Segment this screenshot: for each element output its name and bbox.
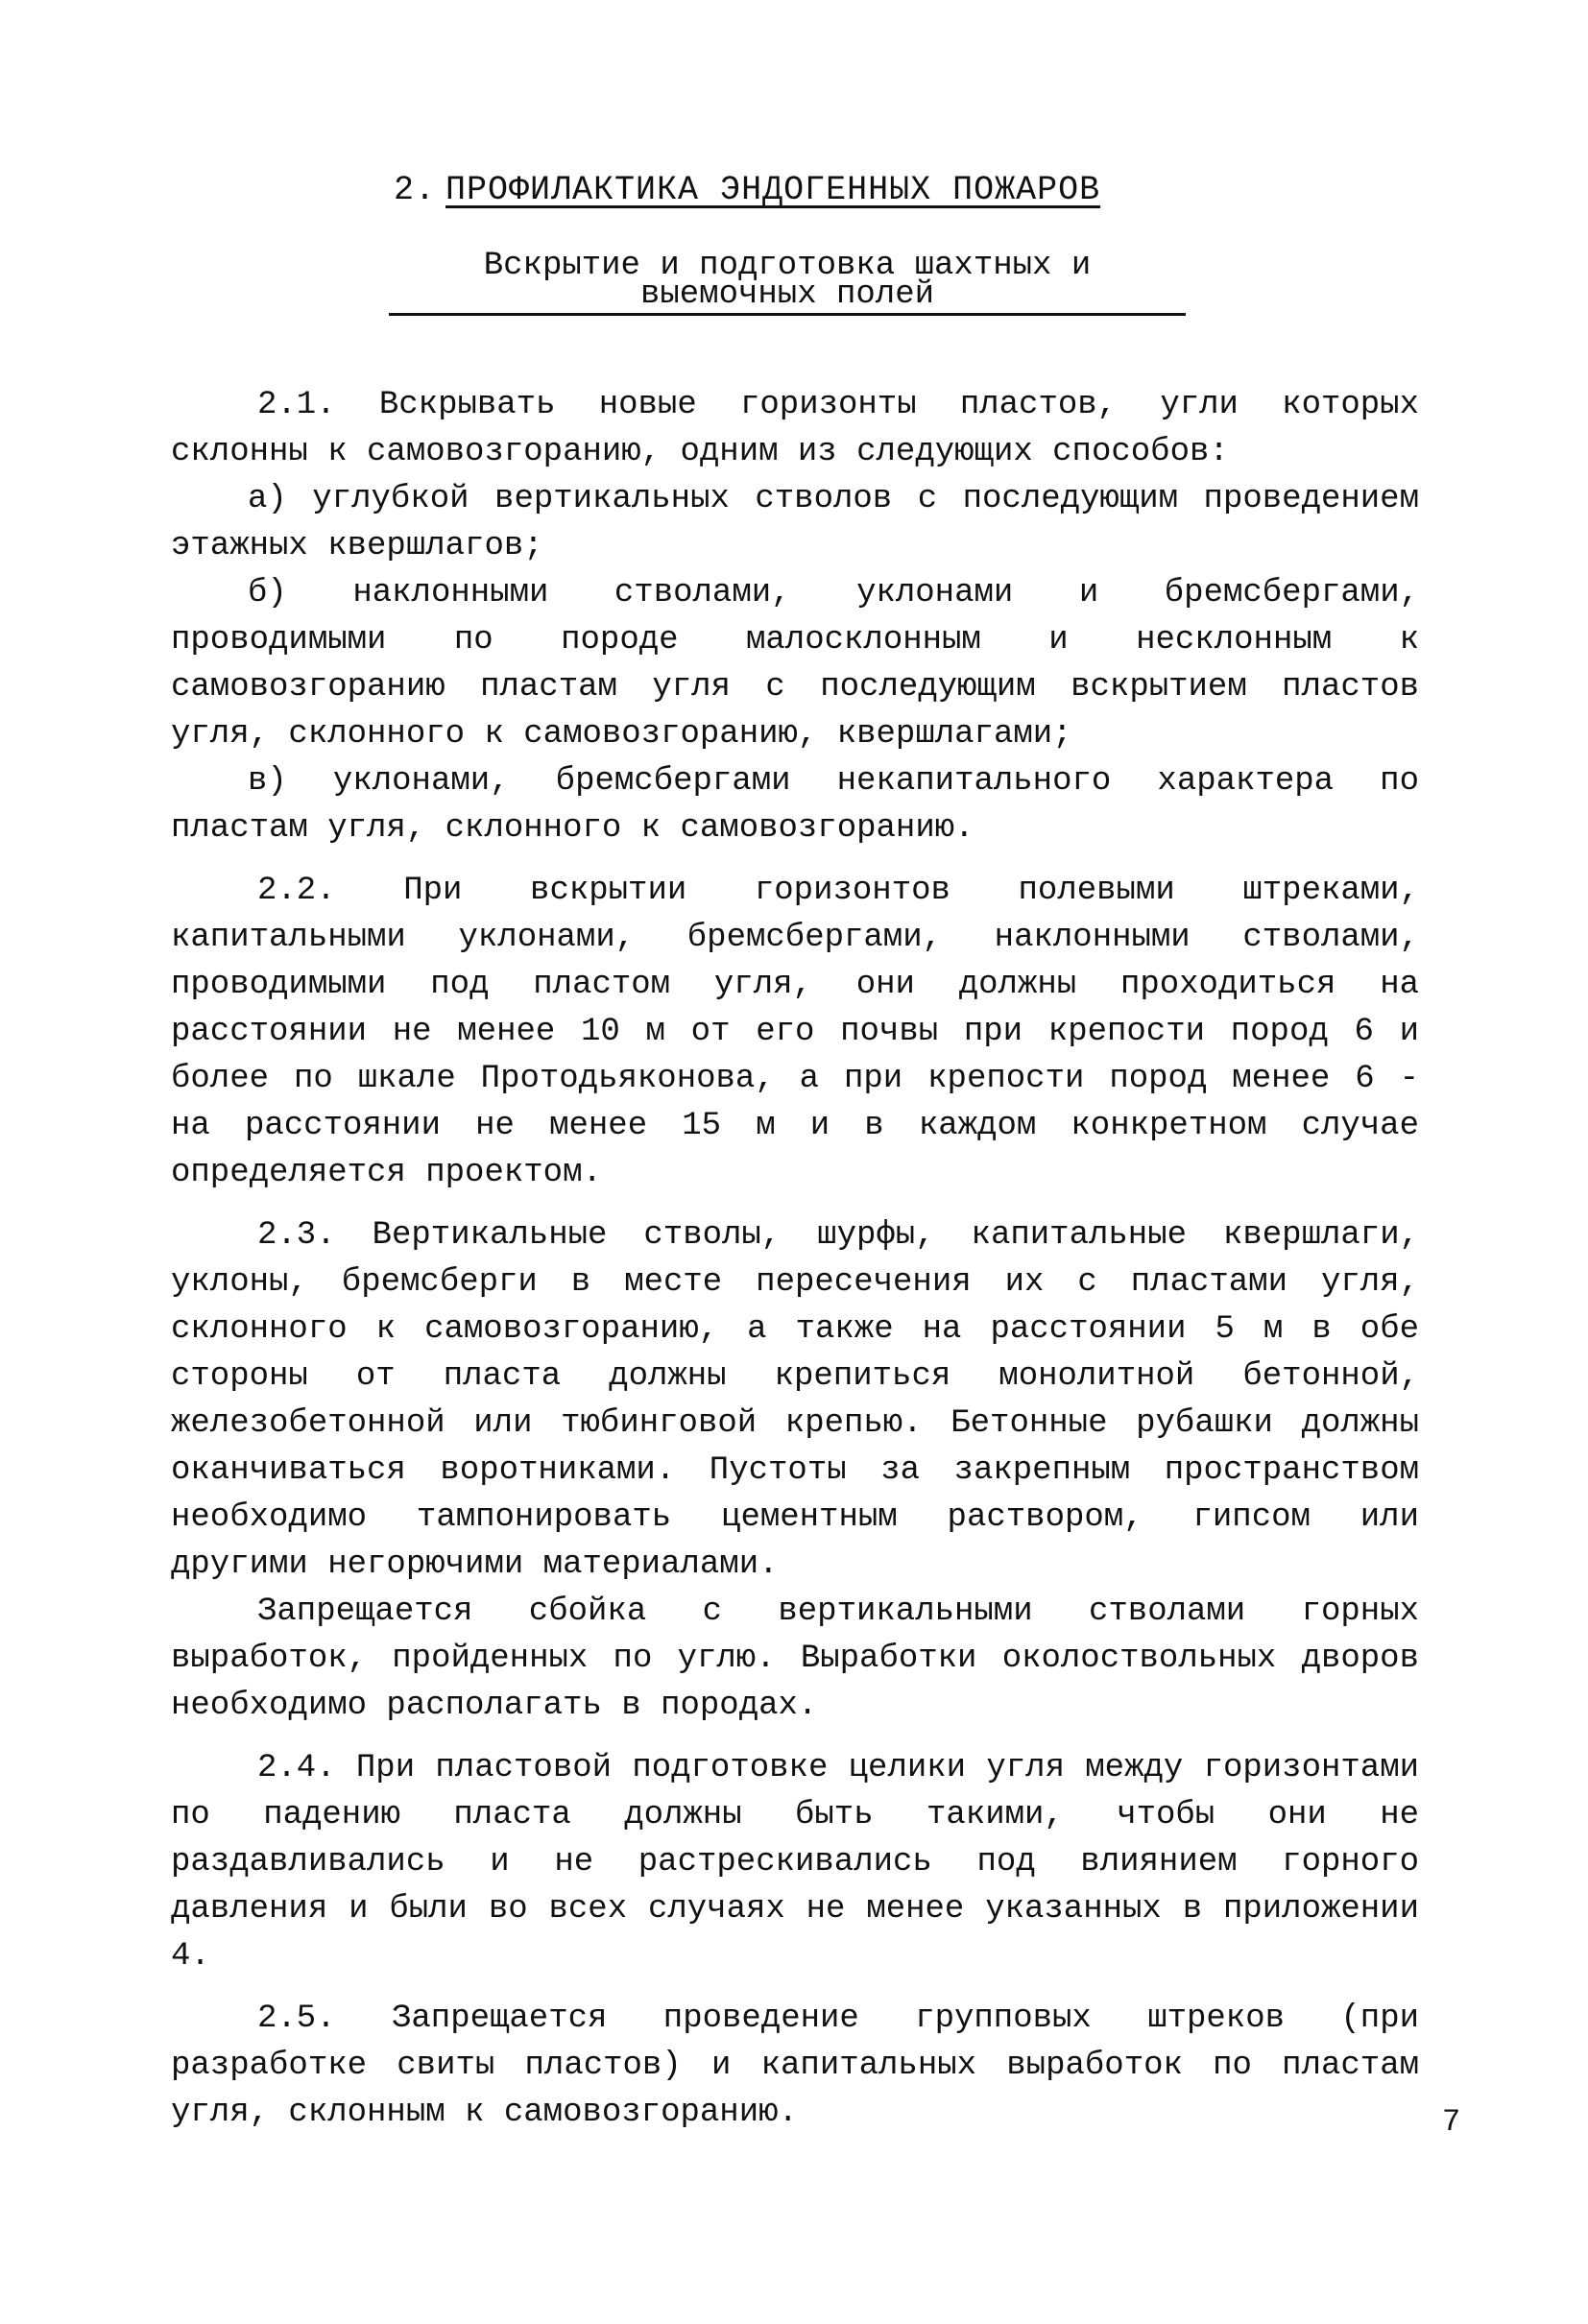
paragraph-2-4: 2.4. При пластовой подготовке целики угля между горизонтами по падению пласта должны быть такими, чтобы они не раздавливались и не растрескивались под влиянием горного давления и были во всех случаях не менее указанных в приложении 4. [171,1750,1419,1975]
section-number: 2. [394,171,437,209]
paragraph-2-2: 2.2. При вскрытии горизонтов полевыми штреками, капитальными уклонами, бремсбергами, наклонными стволами, проводимыми под пластом угля, они должны проходиться на расстоянии не менее 10 м от его почвы при крепости пород 6 и более по шкале Протодьяконова, а при крепости пород менее 6 - на расстоянии не менее 15 м и в каждом конкретном случае определяется проектом. [171,873,1419,1191]
list-item-a: а) углубкой вертикальных стволов с последующим проведением этажных квершлагов; [171,481,1419,564]
list-item-v: в) уклонами, бремсбергами некапитального характера по пластам угля, склонного к самовозгоранию. [171,763,1419,847]
paragraph-2-5: 2.5. Запрещается проведение групповых штреков (при разработке свиты пластов) и капитальных выработок по пластам угля, склонным к самовозгоранию. [171,2001,1419,2131]
paragraph-2-3-prohibition: Запрещается сбойка с вертикальными стволами горных выработок, пройденных по углю. Выработки околоствольных дворов необходимо располагать в породах. [171,1593,1419,1724]
subsection-heading: Вскрытие и подготовка шахтных и выемочных полей [389,252,1186,316]
paragraph-2-3: 2.3. Вертикальные стволы, шурфы, капитальные квершлаги, уклоны, бремсберги в месте пересечения их с пластами угля, склонного к самовозгоранию, а также на расстоянии 5 м в обе стороны от пласта должны крепиться монолитной бетонной, железобетонной или тюбинговой крепью. Бетонные рубашки должны оканчиваться воротниками. Пустоты за закрепным пространством необходимо тампонировать цементным раствором, гипсом или другими негорючими материалами. [171,1217,1419,1583]
list-item-b: б) наклонными стволами, уклонами и бремсбергами, проводимыми по породе малосклонным и несклонным к самовозгоранию пластам угля с последующим вскрытием пластов угля, склонного к самовозгоранию, квершлагами; [171,575,1419,753]
page-number: 7 [1442,2104,1461,2140]
document-body [171,382,1419,2137]
section-heading [394,171,1100,209]
paragraph-2-1: 2.1. Вскрывать новые горизонты пластов, угли которых склонны к самовозгоранию, одним из следующих способов: [171,387,1419,470]
section-title: ПРОФИЛАКТИКА ЭНДОГЕННЫХ ПОЖАРОВ [445,171,1101,209]
